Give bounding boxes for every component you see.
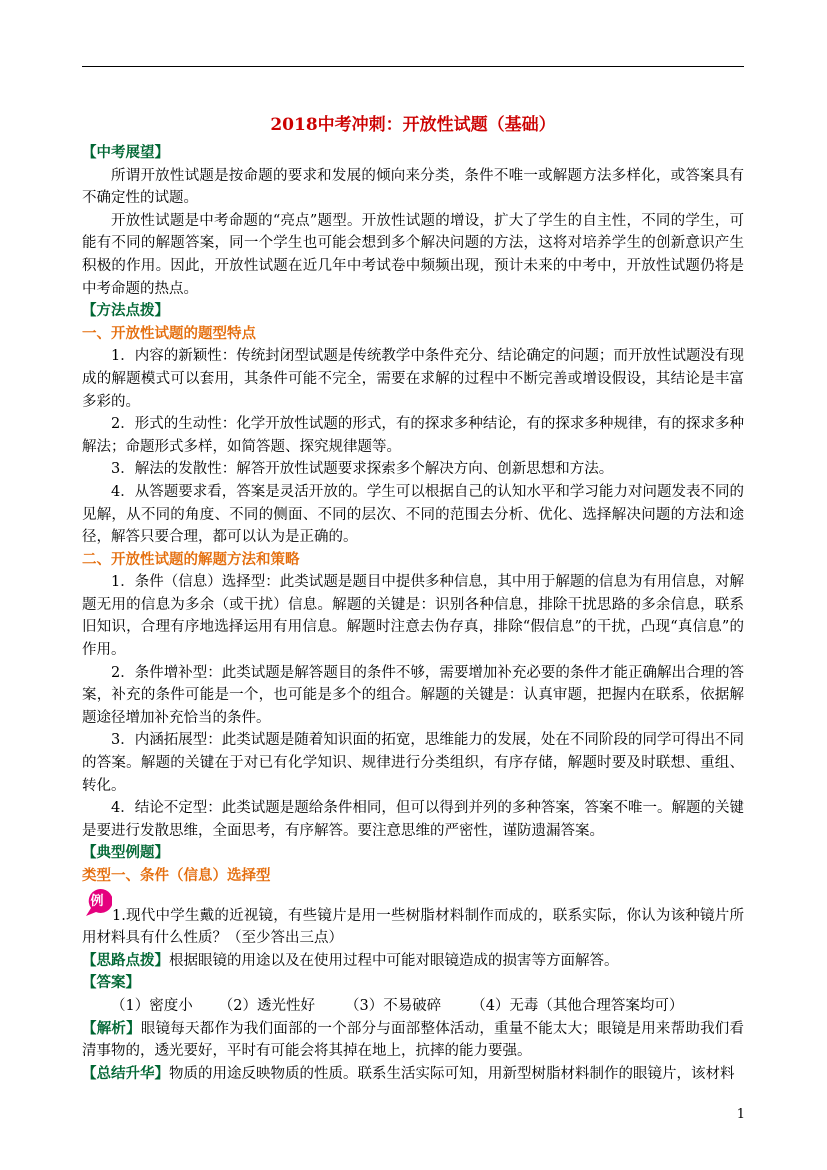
feature-item: 2．形式的生动性：化学开放性试题的形式，有的探求多种结论，有的探求多种规律，有的探求多种解法；命题形式多样，如简答题、探究规律题等。 xyxy=(82,416,744,455)
examples-heading: 【典型例题】 xyxy=(82,844,169,862)
analysis-label: 【解析】 xyxy=(82,1019,141,1037)
outlook-heading: 【中考展望】 xyxy=(82,144,169,161)
features-heading: 一、开放性试题的题型特点 xyxy=(82,324,256,342)
analysis-line xyxy=(82,1018,744,1063)
feature-item: 1．内容的新颖性：传统封闭型试题是传统教学中条件充分、结论确定的问题；而开放性试题没有现成的解题模式可以套用，其条件可能不完全，需要在求解的过程中不断完善或增设假设，其结论是丰富多彩的。 xyxy=(82,348,744,410)
method-heading: 【方法点拨】 xyxy=(82,302,169,320)
strategy-item: 1．条件（信息）选择型：此类试题是题目中提供多种信息，其中用于解题的信息为有用信息，对解题无用的信息为多余（或干扰）信息。解题的关键是：识别各种信息，排除干扰思路的多余信息，联系旧知识，合理有序地选择运用有用信息。解题时注意去伪存真，排除“假信息”的干扰，凸现“真信息”的作用。 xyxy=(82,574,744,659)
answer-label: 【答案】 xyxy=(82,974,140,992)
example-question xyxy=(82,888,744,950)
answer-item: （4）无毒（其他合理答案均可） xyxy=(471,997,684,1014)
page-number: 1 xyxy=(736,1107,745,1122)
answer-item: （2）透光性好 xyxy=(218,997,315,1014)
document-body xyxy=(82,112,744,1085)
analysis-text: 眼镜每天都作为我们面部的一个部分与面部整体活动，重量不能太大；眼镜是用来帮助我们看清事物的，透光要好，平时有可能会将其掉在地上，抗摔的能力要强。 xyxy=(82,1020,745,1060)
answer-row xyxy=(82,995,744,1018)
strategy-item: 3．内涵拓展型：此类试题是随着知识面的拓宽，思维能力的发展，处在不同阶段的同学可得出不同的答案。解题的关键在于对已有化学知识、规律进行分类组织，有序存储，解题时要及时联想、重组、转化。 xyxy=(82,732,744,794)
strategy-heading: 二、开放性试题的解题方法和策略 xyxy=(82,550,300,568)
answer-item: （3）不易破碎 xyxy=(344,997,442,1014)
strategy-item: 2．条件增补型：此类试题是解答题目的条件不够，需要增加补充必要的条件才能正确解出合理的答案，补充的条件可能是一个，也可能是多个的组合。解题的关键是：认真审题，把握内在联系，依据解题途径增加补充恰当的条件。 xyxy=(82,664,744,726)
example-badge-icon xyxy=(82,894,112,924)
feature-item: 3．解法的发散性：解答开放性试题要求探索多个解决方向、创新思想和方法。 xyxy=(111,461,614,478)
summary-line xyxy=(82,1063,744,1086)
type1-heading: 类型一、条件（信息）选择型 xyxy=(82,867,271,884)
header-rule xyxy=(82,66,744,67)
answer-item: （1）密度小 xyxy=(111,997,193,1014)
hint-label: 【思路点拨】 xyxy=(82,951,169,969)
strategy-item: 4．结论不定型：此类试题是题给条件相同，但可以得到并列的多种答案，答案不唯一。解题的关键是要进行发散思维，全面思考，有序解答。要注意思维的严密性，谨防遗漏答案。 xyxy=(82,800,744,839)
outlook-paragraph-2: 开放性试题是中考命题的“亮点”题型。开放性试题的增设，扩大了学生的自主性，不同的学生，可能有不同的解题答案，同一个学生也可能会想到多个解决问题的方法，这将对培养学生的创新意识产生积极的作用。因此，开放性试题在近几年中考试卷中频频出现，预计未来的中考中，开放性试题仍将是中考命题的热点。 xyxy=(82,212,744,297)
document-page xyxy=(82,0,744,1170)
hint-text: 根据眼镜的用途以及在使用过程中可能对眼镜造成的损害等方面解答。 xyxy=(169,952,619,969)
document-title: 2018中考冲刺：开放性试题（基础） xyxy=(270,115,556,135)
hint-line xyxy=(82,950,744,973)
feature-item: 4．从答题要求看，答案是灵活开放的。学生可以根据自己的认知水平和学习能力对问题发表不同的见解，从不同的角度、不同的侧面、不同的层次、不同的范围去分析、优化、选择解决问题的方法和途径，解答只要合理，都可以认为是正确的。 xyxy=(82,483,744,546)
example-badge-text: 例 xyxy=(90,893,104,909)
summary-label: 【总结升华】 xyxy=(82,1064,169,1082)
outlook-paragraph-1: 所谓开放性试题是按命题的要求和发展的倾向来分类，条件不唯一或解题方法多样化，或答案具有不确定性的试题。 xyxy=(82,167,744,207)
example-question-text: 1.现代中学生戴的近视镜，有些镜片是用一些树脂材料制作而成的，联系实际，你认为该种镜片所用材料具有什么性质？（至少答出三点） xyxy=(82,907,744,947)
summary-text: 物质的用途反映物质的性质。联系生活实际可知，用新型树脂材料制作的眼镜片，该材料 xyxy=(169,1065,735,1082)
